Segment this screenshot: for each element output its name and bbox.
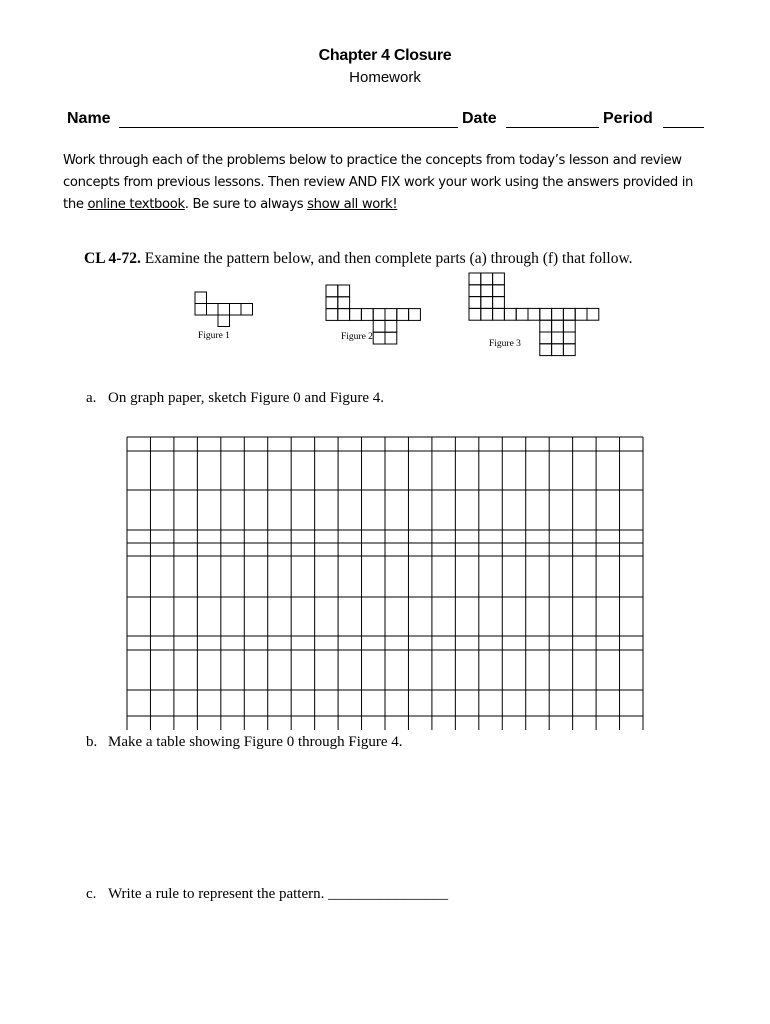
part-c-text: Write a rule to represent the pattern. ________________ — [108, 886, 449, 902]
show-all-work-text: show all work! — [307, 197, 398, 212]
instructions-text-1: Work through each of the problems below to practice the concepts from today’s lesson and review concepts from previous lessons. Then review AND FIX work your work using the answers provided in the — [63, 153, 694, 212]
part-b — [86, 734, 403, 751]
problem-number: CL 4-72. — [84, 250, 141, 267]
period-label: Period — [603, 110, 653, 127]
part-b-letter: b. — [86, 734, 98, 750]
page-subtitle: Homework — [349, 69, 421, 86]
name-label: Name — [67, 110, 111, 127]
part-c — [86, 886, 448, 903]
figure-2-label: Figure 2 — [341, 332, 373, 342]
part-b-text: Make a table showing Figure 0 through Figure 4. — [108, 734, 403, 750]
figure-3-label: Figure 3 — [489, 339, 521, 349]
online-textbook-link[interactable]: online textbook — [87, 197, 185, 212]
page-title: Chapter 4 Closure — [318, 47, 452, 64]
date-label: Date — [462, 110, 497, 127]
part-c-letter: c. — [86, 886, 97, 902]
instructions-text-2: . Be sure to always — [184, 197, 308, 212]
part-a-text: On graph paper, sketch Figure 0 and Figure 4. — [108, 390, 384, 406]
problem-text: Examine the pattern below, and then complete parts (a) through (f) that follow. — [140, 250, 633, 267]
part-a-letter: a. — [86, 390, 97, 406]
figure-1-label: Figure 1 — [198, 331, 230, 341]
